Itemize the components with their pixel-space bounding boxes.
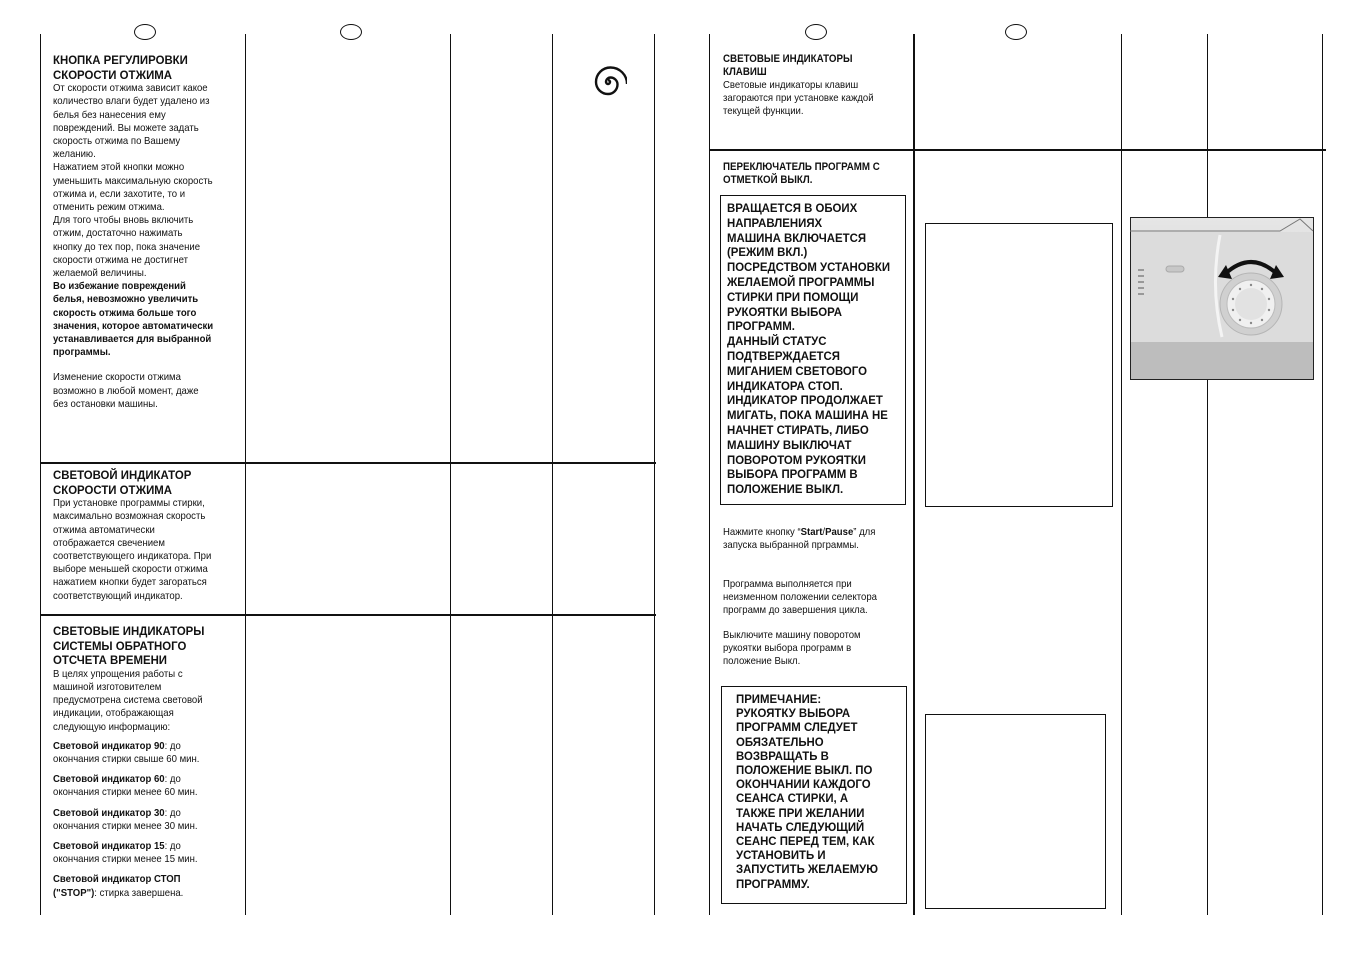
stop-indicator-label: Световой индикатор СТОП — [53, 874, 181, 886]
column-divider — [245, 34, 246, 915]
selector-section — [723, 161, 893, 187]
text-line: повреждений. Вы можете задать — [53, 122, 199, 134]
selector-info-text — [727, 201, 902, 497]
start-instruction — [723, 526, 898, 552]
text-line: Световые индикаторы клавиш — [723, 80, 859, 91]
note-line: ЗАПУСТИТЬ ЖЕЛАЕМУЮ — [736, 862, 879, 877]
text-line: При установке программы стирки, — [53, 498, 205, 510]
indicator-item-desc: окончания стирки менее 30 мин. — [53, 820, 198, 832]
note-line: ТАКЖЕ ПРИ ЖЕЛАНИИ — [736, 805, 865, 820]
text-line: отображается свечением — [53, 537, 165, 549]
column-divider — [40, 34, 41, 915]
text-line: текущей функции. — [723, 106, 804, 118]
section-divider — [40, 614, 656, 616]
warning-line: Во избежание повреждений — [53, 281, 186, 293]
box-line: НАПРАВЛЕНИЯХ — [727, 215, 823, 230]
note-text — [736, 692, 892, 891]
spin-indicator-section — [53, 468, 237, 603]
box-line: ПОДТВЕРЖДАЕТСЯ — [727, 348, 840, 363]
text-line: положение Выкл. — [723, 656, 801, 668]
text-line: Нажатием этой кнопки можно — [53, 162, 185, 174]
text-line: рукоятки выбора программ в — [723, 643, 852, 655]
text-line: следующую информацию: — [53, 721, 171, 733]
text-line: максимально возможная скорость — [53, 511, 206, 523]
language-oval — [805, 24, 827, 40]
text-line: скорости отжима не достигнет — [53, 254, 189, 266]
box-line: ИНДИКАТОРА СТОП. — [727, 378, 843, 393]
text-line: отменить режим отжима. — [53, 202, 165, 214]
text-line: От скорости отжима зависит какое — [53, 83, 208, 95]
text-line: Программа выполняется при — [723, 579, 852, 590]
off-instruction — [723, 629, 898, 669]
language-oval — [340, 24, 362, 40]
text-line: отжим, достаточно нажимать — [53, 228, 183, 240]
text-line: белья без нанесения ему — [53, 109, 166, 121]
text-line: желаемой величины. — [53, 268, 147, 280]
empty-translation-box — [925, 714, 1106, 909]
warning-line: белья, невозможно увеличить — [53, 294, 199, 306]
box-line: ИНДИКАТОР ПРОДОЛЖАЕТ — [727, 393, 883, 408]
text-line: предусмотрена система световой — [53, 695, 203, 707]
text-line: нажатием кнопки будет загораться — [53, 577, 207, 589]
indicator-item-desc: окончания стирки менее 15 мин. — [53, 854, 198, 866]
section-title: СВЕТОВЫЕ ИНДИКАТОРЫ СИСТЕМЫ ОБРАТНОГО ОТСЧЕТА ВРЕМЕНИ — [53, 624, 205, 668]
indicator-item: Световой индикатор 60: до — [53, 774, 181, 786]
text-line: Изменение скорости отжима — [53, 372, 181, 384]
washer-panel-illustration — [1130, 217, 1314, 380]
column-divider — [654, 34, 655, 915]
text-line: запуска выбранной прграммы. — [723, 540, 859, 552]
indicator-item: Световой индикатор 15: до — [53, 841, 181, 853]
note-line: УСТАНОВИТЬ И — [736, 848, 826, 863]
note-line: РУКОЯТКУ ВЫБОРА — [736, 706, 851, 721]
box-line: ДАННЫЙ СТАТУС — [727, 334, 827, 349]
empty-translation-box — [925, 223, 1113, 507]
section-divider — [40, 462, 656, 464]
column-divider — [450, 34, 451, 915]
text-line: программ до завершения цикла. — [723, 605, 868, 617]
warning-line: скорость отжима больше того — [53, 307, 197, 319]
spiral-icon — [589, 63, 627, 101]
box-line: ПОВОРОТОМ РУКОЯТКИ — [727, 452, 866, 467]
section-title: СВЕТОВЫЕ ИНДИКАТОРЫ КЛАВИШ — [723, 53, 853, 78]
box-line: МАШИНА ВКЛЮЧАЕТСЯ — [727, 230, 867, 245]
text-line: желанию. — [53, 149, 96, 161]
text-line: кнопку до тех пор, пока значение — [53, 241, 201, 253]
box-line: МАШИНУ ВЫКЛЮЧАТ — [727, 437, 852, 452]
note-line: ПРИМЕЧАНИЕ: — [736, 692, 822, 706]
text-line: Для того чтобы вновь включить — [53, 215, 194, 227]
text-line: Нажмите кнопку “Start/Pause” для — [723, 527, 876, 538]
box-line: МИГАТЬ, ПОКА МАШИНА НЕ — [727, 408, 888, 423]
spin-button-section — [53, 53, 237, 411]
warning-line: устанавливается для выбранной — [53, 334, 212, 346]
text-line: отжима и, если захотите, то и — [53, 188, 186, 200]
box-line: ЖЕЛАЕМОЙ ПРОГРАММЫ — [727, 274, 875, 289]
note-line: ОКОНЧАНИИ КАЖДОГО — [736, 777, 871, 792]
column-divider — [1322, 34, 1323, 915]
column-divider — [1207, 34, 1208, 915]
text-line: скорость отжима по Вашему — [53, 136, 181, 147]
box-line: ВРАЩАЕТСЯ В ОБОИХ — [727, 201, 858, 215]
box-line: ВЫБОРА ПРОГРАММ В — [727, 467, 858, 482]
box-line: РУКОЯТКИ ВЫБОРА — [727, 304, 842, 319]
box-line: СТИРКИ ПРИ ПОМОЩИ — [727, 289, 859, 304]
text-line: индикации, отображающая — [53, 708, 174, 720]
text-line: соответствующий индикатор. — [53, 590, 183, 602]
text-line: машиной изготовителем — [53, 681, 162, 693]
box-line: МИГАНИЕМ СВЕТОВОГО — [727, 363, 867, 378]
text-line: соответствующего индикатора. При — [53, 551, 212, 562]
box-line: ПОЛОЖЕНИЕ ВЫКЛ. — [727, 482, 844, 497]
column-divider — [709, 34, 710, 915]
note-line: ВОЗВРАЩАТЬ В — [736, 748, 829, 763]
text-line: Выключите машину поворотом — [723, 630, 861, 641]
section-title: КНОПКА РЕГУЛИРОВКИ СКОРОСТИ ОТЖИМА — [53, 53, 188, 82]
warning-line: программы. — [53, 347, 111, 359]
note-line: ПРОГРАММ СЛЕДУЕТ — [736, 720, 858, 735]
note-line: ОБЯЗАТЕЛЬНО — [736, 734, 824, 749]
text-line: без остановки машины. — [53, 398, 158, 410]
language-oval — [134, 24, 156, 40]
note-line: СЕАНС ПЕРЕД ТЕМ, КАК — [736, 834, 875, 849]
section-title: СВЕТОВОЙ ИНДИКАТОР СКОРОСТИ ОТЖИМА — [53, 468, 192, 497]
note-line: ПРОГРАММУ. — [736, 876, 810, 891]
text-line: выборе меньшей скорости отжима — [53, 564, 208, 576]
box-line: НАЧНЕТ СТИРАТЬ, ЛИБО — [727, 422, 869, 437]
box-line: ПРОГРАММ. — [727, 319, 795, 334]
indicator-item-desc: окончания стирки менее 60 мин. — [53, 787, 198, 799]
text-line: количество влаги будет удалено из — [53, 96, 210, 108]
column-divider — [552, 34, 553, 915]
text-line: уменьшить максимальную скорость — [53, 175, 213, 187]
indicator-item: Световой индикатор 90: до — [53, 740, 181, 752]
text-line: возможно в любой момент, даже — [53, 385, 199, 397]
key-lights-section — [723, 53, 893, 119]
column-divider — [913, 34, 915, 915]
note-line: НАЧАТЬ СЛЕДУЮЩИЙ — [736, 819, 865, 834]
text-line: неизменном положении селектора — [723, 592, 877, 604]
stop-indicator-item: ("STOP"): стирка завершена. — [53, 887, 184, 899]
section-divider — [709, 149, 1326, 151]
column-divider — [1121, 34, 1122, 915]
countdown-section — [53, 624, 237, 900]
language-oval — [1005, 24, 1027, 40]
text-line: В целях упрощения работы с — [53, 668, 183, 680]
note-line: СЕАНСА СТИРКИ, А — [736, 791, 849, 806]
run-instruction — [723, 578, 898, 618]
section-title: ПЕРЕКЛЮЧАТЕЛЬ ПРОГРАММ С ОТМЕТКОЙ ВЫКЛ. — [723, 161, 880, 186]
warning-line: значения, которое автоматически — [53, 320, 214, 332]
note-line: ПОЛОЖЕНИЕ ВЫКЛ. ПО — [736, 763, 873, 778]
indicator-item-desc: окончания стирки свыше 60 мин. — [53, 754, 200, 765]
box-line: (РЕЖИМ ВКЛ.) — [727, 245, 808, 260]
text-line: загораются при установке каждой — [723, 93, 874, 105]
text-line: отжима автоматически — [53, 524, 155, 536]
box-line: ПОСРЕДСТВОМ УСТАНОВКИ — [727, 260, 891, 275]
indicator-item: Световой индикатор 30: до — [53, 807, 181, 819]
